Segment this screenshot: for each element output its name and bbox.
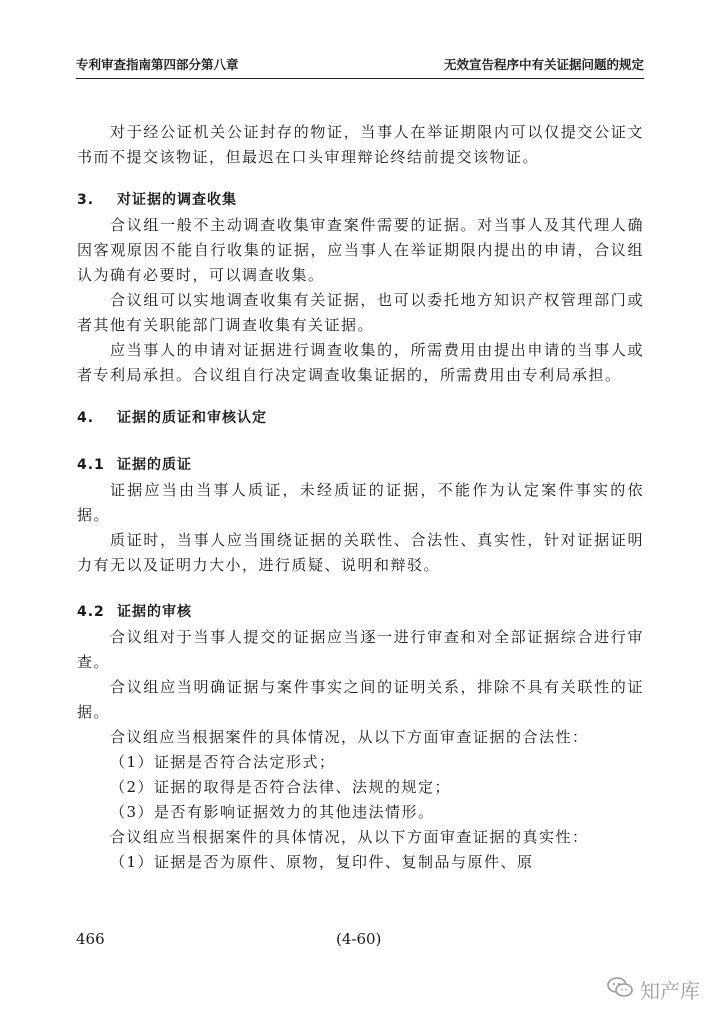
paragraph: 合议组应当根据案件的具体情况，从以下方面审查证据的合法性：: [110, 728, 589, 746]
paragraph: 合议组一般不主动调查收集审查案件需要的证据。对当事人及其代理人确因客观原因不能自行收集的证据，应当事人在举证期限内提出的申请，合议组认为确有必要时，可以调查收集。: [77, 216, 644, 284]
page-header: [76, 56, 644, 79]
section-3-heading: [77, 188, 644, 213]
watermark: [606, 975, 700, 1004]
section-number: 4.1: [77, 457, 105, 473]
section-number: 3.: [77, 192, 95, 208]
list-item: （2）证据的取得是否符合法律、法规的规定；: [110, 778, 452, 796]
list-item: （3）是否有影响证据效力的其他违法情形。: [110, 803, 435, 821]
paragraph: 合议组应当明确证据与案件事实之间的证明关系，排除不具有关联性的证据。: [77, 678, 644, 721]
list-item: （1）证据是否为原件、原物，复印件、复制品与原件、原: [110, 853, 534, 871]
section-title: 证据的审核: [117, 604, 192, 620]
section-4-1-heading: [77, 453, 644, 478]
page-number: 466: [76, 930, 105, 948]
section-title: 证据的质证: [117, 457, 192, 473]
wechat-icon: [606, 976, 634, 1003]
section-title: 证据的质证和审核认定: [117, 410, 267, 426]
section-number: 4.: [77, 410, 95, 426]
header-section-title: 无效宣告程序中有关证据问题的规定: [443, 57, 644, 72]
paragraph: 应当事人的申请对证据进行调查收集的，所需费用由提出申请的当事人或者专利局承担。合议组自行决定调查收集证据的，所需费用由专利局承担。: [77, 341, 644, 384]
watermark-text: 知产库: [640, 979, 700, 1003]
intro-paragraph: 对于经公证机关公证封存的物证，当事人在举证期限内可以仅提交公证文书而不提交该物证，但最迟在口头审理辩论终结前提交该物证。: [77, 123, 644, 166]
list-item: （1）证据是否符合法定形式；: [110, 753, 336, 771]
paragraph: 合议组应当根据案件的具体情况，从以下方面审查证据的真实性：: [110, 828, 589, 846]
paragraph: 合议组对于当事人提交的证据应当逐一进行审查和对全部证据综合进行审查。: [77, 628, 644, 671]
section-4-2-heading: [77, 600, 644, 625]
section-number: 4.2: [77, 604, 105, 620]
section-4-heading: [77, 406, 644, 431]
paragraph: 证据应当由当事人质证，未经质证的证据，不能作为认定案件事实的依据。: [77, 481, 644, 524]
page-body: [77, 120, 644, 875]
page-reference: (4-60): [336, 930, 382, 948]
header-chapter-title: 专利审查指南第四部分第八章: [76, 57, 239, 72]
section-title: 对证据的调查收集: [117, 192, 237, 208]
paragraph: 质证时，当事人应当围绕证据的关联性、合法性、真实性，针对证据证明力有无以及证明力大小，进行质疑、说明和辩驳。: [77, 531, 644, 574]
paragraph: 合议组可以实地调查收集有关证据，也可以委托地方知识产权管理部门或者其他有关职能部门调查收集有关证据。: [77, 291, 644, 334]
